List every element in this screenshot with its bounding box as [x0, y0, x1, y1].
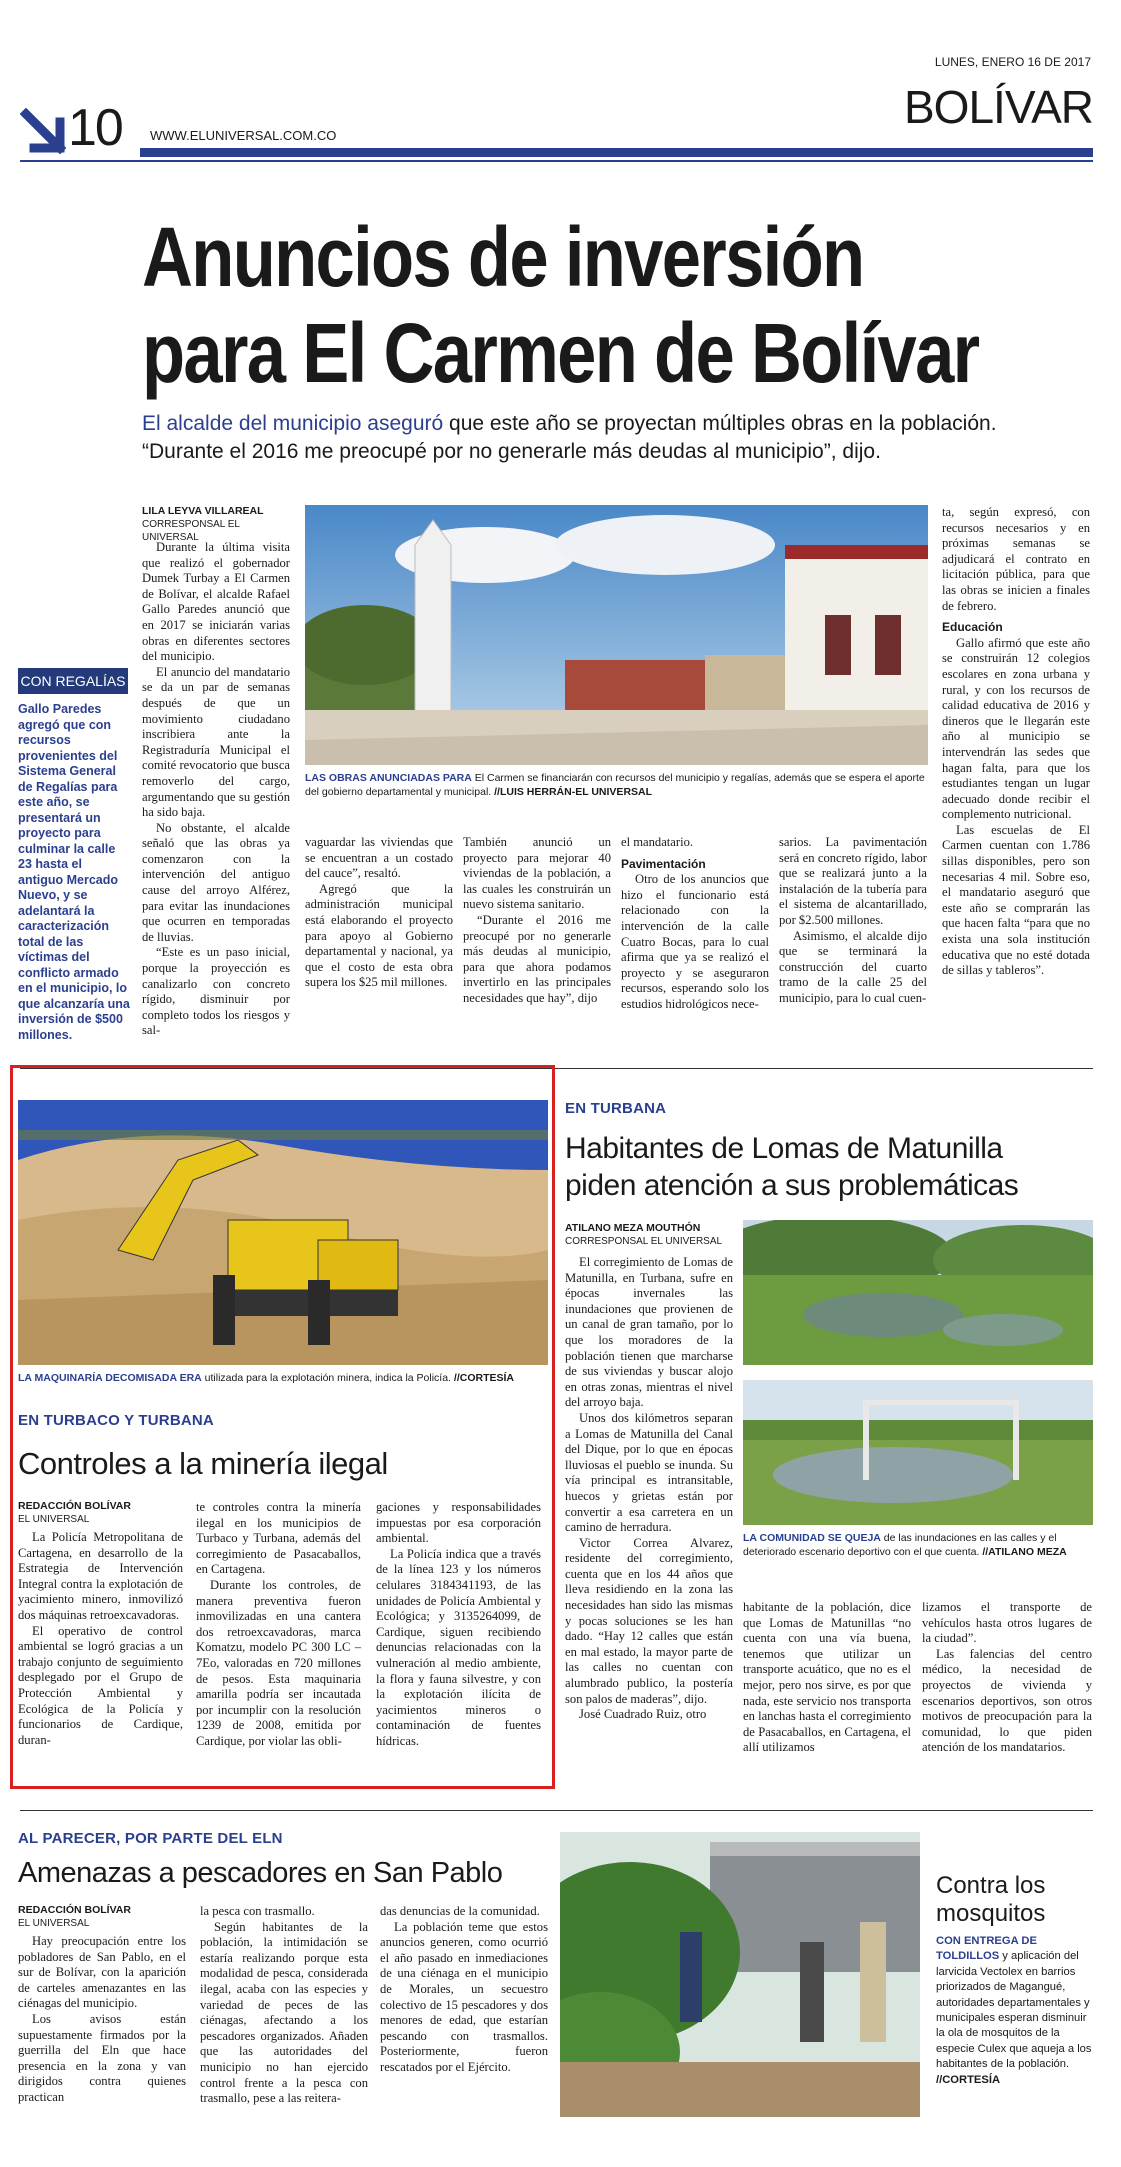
mosquitos-headline-line2: mosquitos [936, 1900, 1046, 1927]
mineria-col-1 [18, 1530, 183, 1748]
paragraph: Las escuelas de El Carmen cuentan con 1.786 sillas disponibles, pero son necesarias 4 mil. Sobre eso, el mandatario aseguró que este año se comprarán las que hacen falta “para que no exista una sola institución educativa que no esté dotada de sillas y tableros”. [942, 822, 1090, 978]
lomas-headline-line1: Habitantes de Lomas de Matunilla [565, 1132, 1003, 1165]
paragraph: sarios. La pavimentación será en concreto rígido, labor que se realizará junto a la instalación de la tubería para el sistema de alcantarillado, por $2.500 millones. [779, 835, 927, 927]
paragraph: Unos dos kilómetros separan a Lomas de Matunilla del Canal del Dique, por lo que en épocas lluviosas el pueblo se inunda. Su vía principal es intransitable, huecos y grietas están por convertir a esa carretera en un camino de herradura. [565, 1410, 733, 1535]
page-number: 10 [68, 99, 122, 157]
lomas-author-role: CORRESPONSAL EL UNIVERSAL [565, 1236, 723, 1247]
paragraph: “Este es un paso inicial, porque la proyección es canalizarlo con concreto rígido, disminuir por completo todos los riesgos y sal- [142, 945, 290, 1038]
sidebar-label: CON REGALÍAS [18, 668, 128, 694]
caption-lead-in: LA COMUNIDAD SE QUEJA [743, 1532, 881, 1544]
lead-col-3 [463, 835, 611, 1007]
deck-quote: “Durante el 2016 me preocupé por no generarle más deudas al municipio”, dijo. [142, 440, 881, 463]
paragraph: La Policía Metropolitana de Cartagena, en desarrollo de la Estrategia de Intervención Integral contra la explotación de yacimiento minero, inmovilizó dos máquinas retroexcavadoras. [18, 1530, 183, 1622]
pescadores-author: REDACCIÓN BOLÍVAR [18, 1904, 131, 1916]
paragraph: El anuncio del mandatario se da un par de semanas después de que un movimiento ciudadano inscribiera ante la Registraduría Municipal el comité revocatorio que busca removerlo del cargo, argumentando que su gestión ha sido baja. [142, 664, 290, 820]
mineria-author: REDACCIÓN BOLÍVAR [18, 1500, 131, 1512]
paragraph: “Durante el 2016 me preocupé por no generarle más deudas al municipio, para que ahora podamos invertirlo en las principales necesidades que hay”, dijo [463, 912, 611, 1005]
paragraph: lizamos el transporte de vehículos hasta otros lugares de la ciudad”. [922, 1600, 1092, 1646]
lomas-photo-1 [743, 1220, 1093, 1365]
paragraph: No obstante, el alcalde señaló que las obras ya comenzaron con la intervención del antiguo cause del arroyo Alférez, para evitar las inundaciones que ocurren en temporadas de lluvias. [142, 820, 290, 944]
pescadores-kicker: AL PARECER, POR PARTE DEL ELN [18, 1830, 283, 1847]
paragraph: Las falencias del centro médico, la necesidad de proyectos de vivienda y escenarios deportivos, son otros motivos de preocupación para la comunidad, lo que piden atención de los mandatarios. [922, 1646, 1092, 1755]
paragraph: la pesca con trasmallo. [200, 1904, 315, 1918]
lead-deck [142, 410, 1082, 466]
mineria-photo [18, 1100, 548, 1365]
paragraph: el mandatario. [621, 835, 694, 849]
mineria-byline [18, 1500, 188, 1526]
lead-byline [142, 505, 292, 544]
pescadores-byline [18, 1904, 188, 1930]
mosquitos-text [936, 1934, 1094, 2088]
paragraph: El corregimiento de Lomas de Matunilla, en Turbana, sufre en épocas invernales las inundaciones que provienen de un canal de gran tamaño, por lo que los moradores de la población tienen que marcharse de sus viviendas y buscar alojo en otras zonas, mientras el nivel del arroyo baja. [565, 1255, 733, 1410]
mosquitos-photo [560, 1832, 920, 2117]
lomas-col-3 [922, 1600, 1092, 1756]
lead-photo-caption [305, 772, 935, 799]
caption-body: de las inundaciones en las calles y el deteriorado escenario deportivo con el que cuenta. [743, 1532, 1057, 1558]
paragraph: Los avisos están supuestamente firmados por la guerrilla del Eln que hace presencia en la zona y van dirigidos contra quienes practican [18, 2011, 186, 2104]
lomas-kicker: EN TURBANA [565, 1100, 667, 1117]
paragraph: vaguardar las viviendas que se encuentran a un costado del cauce”, resaltó. [305, 835, 453, 881]
lead-photo [305, 505, 928, 765]
mineria-col-3 [376, 1500, 541, 1750]
mineria-kicker: EN TURBACO Y TURBANA [18, 1412, 214, 1429]
pescadores-col-2 [200, 1904, 368, 2107]
paragraph: te controles contra la minería ilegal en los municipios de Turbaco y Turbana, además del corregimiento de Pasacaballos, en Cartagena. [196, 1500, 361, 1577]
paragraph: Durante la última visita que realizó el gobernador Dumek Turbay a El Carmen de Bolívar, el alcalde Rafael Gallo Paredes anunció que en 2017 se iniciarán varias obras en diferentes sectores del municipio. [142, 540, 290, 664]
paragraph: Gallo afirmó que este año se construirán 12 colegios escolares en zona urbana y rural, y con los recursos de calidad educativa de 2016 y dineros que le llegarán este año al municipio se intervendrán las sedes que hagan falta, para que los estudiantes tengan un lugar adecuado donde recibir el complemento nutricional. [942, 635, 1090, 822]
section-title: BOLÍVAR [904, 81, 1093, 133]
mosquitos-credit: //CORTESÍA [936, 2073, 1001, 2086]
lomas-headline [565, 1130, 1018, 1204]
lead-col-1 [142, 540, 290, 1039]
header-rule-thin [20, 160, 1093, 162]
deck-highlight: El alcalde del municipio aseguró [142, 412, 444, 435]
paragraph: Agregó que la administración municipal está elaborando el proyecto para apoyo al Gobierno departamental y nacional, ya que el costo de esta obra supera los $25 mil millones. [305, 881, 453, 990]
issue-date: LUNES, ENERO 16 DE 2017 [934, 55, 1091, 69]
paragraph: ta, según expresó, con recursos necesarios y en próximas semanas se adjudicará el contrato en licitación pública, para que las obras se inicien a finales de febrero. [942, 505, 1090, 613]
paragraph: La población teme que estos anuncios generen, como ocurrió el año pasado en inmediaciones de una ciénaga en el municipio de Morales, un secuestro colectivo de 15 pescadores y dos menores de edad, que estarían pescando con trasmallos. Posteriormente, fueron rescatados por el Ejército. [380, 1919, 548, 2074]
mosquitos-body: y aplicación del larvicida Vectolex en barrios priorizados de Magangué, autoridades departamentales y municipales esperan disminuir la ola de mosquitos de la especie Culex que aqueja a los habitantes de la población. [936, 1950, 1092, 2071]
caption-body: El Carmen se financiarán con recursos del municipio y regalías, además que se espera el aporte del gobierno departamental y municipal. [305, 772, 925, 798]
lead-headline-line1: Anuncios de inversión [142, 210, 864, 304]
subheading-pavimentacion: Pavimentación [621, 856, 706, 871]
lead-col-5 [779, 835, 927, 1007]
paragraph: Hay preocupación entre los pobladores de San Pablo, en el sur de Bolívar, con la aparición de carteles amenazantes en las ciénagas del municipio. [18, 1934, 186, 2011]
caption-credit: //CORTESÍA [450, 1372, 514, 1384]
section-divider [20, 1810, 1093, 1811]
mineria-col-2 [196, 1500, 361, 1750]
lomas-byline [565, 1222, 735, 1248]
lead-col-4 [621, 835, 769, 1013]
mineria-photo-caption [18, 1372, 548, 1386]
pescadores-author-role: EL UNIVERSAL [18, 1918, 90, 1929]
pescadores-col-1 [18, 1934, 186, 2106]
lead-author-role: CORRESPONSAL EL UNIVERSAL [142, 519, 240, 543]
pescadores-col-3 [380, 1904, 548, 2076]
caption-lead-in: LA MAQUINARÍA DECOMISADA ERA [18, 1372, 202, 1384]
header-rule [140, 148, 1093, 157]
lomas-author: ATILANO MEZA MOUTHÓN [565, 1222, 701, 1234]
paragraph: habitante de la población, dice que Lomas de Matunillas “no cuenta con una vía buena, tenemos que utilizar un transporte acuático, que no es el mejor, pero nos sirve, es por que nada, este servicio nos transporta en lanchas hasta el corregimiento de Pasacaballos, en Cartagena, el allí utilizamos [743, 1600, 911, 1755]
paragraph: Victor Correa Alvarez, residente del corregimiento, cuenta que en los 44 años que lleva residiendo en la zona las necesidades han sido las mismas y pocas soluciones se les han dado. “Hay 12 calles que están en mal estado, la mayor parte de las calles no cuentan con alumbrado publico, la postería son palos de maderas”, dijo. [565, 1535, 733, 1706]
lead-col-6 [942, 505, 1090, 979]
mineria-headline: Controles a la minería ilegal [18, 1446, 388, 1481]
lomas-col-2 [743, 1600, 911, 1756]
paragraph: También anunció un proyecto para mejorar 40 viviendas de la población, a las cuales les construirán un nuevo sistema sanitario. [463, 835, 611, 912]
mosquitos-lead-in: CON ENTREGA DE TOLDILLOS [936, 1935, 1037, 1963]
caption-credit: //ATILANO MEZA [979, 1545, 1067, 1558]
lead-author: LILA LEYVA VILLAREAL [142, 505, 264, 517]
paragraph: Durante los controles, de manera preventiva fueron inmovilizadas en una cantera dos retroexcavadoras, marca Komatzu, modelo PC 300 LC – 7Eo, valoradas en 720 millones de pesos. Esta maquinaria amarilla podría ser incautada por incumplir con la resolución 1239 de 2008, emitida por Cardique, por violar las obli- [196, 1577, 361, 1748]
sidebar-text: Gallo Paredes agregó que con recursos provenientes del Sistema General de Regalías para este año, se presentará un proyecto para culminar la calle 23 hasta el antiguo Mercado Nuevo, y se adelantará la caracterización total de las víctimas del conflicto armado en el municipio, lo que alcanzaría una inversión de $500 millones. [18, 702, 130, 1042]
paragraph: gaciones y responsabilidades impuestas por esa corporación ambiental. [376, 1500, 541, 1546]
pescadores-headline: Amenazas a pescadores en San Pablo [18, 1857, 503, 1889]
lomas-headline-line2: piden atención a sus problemáticas [565, 1169, 1019, 1202]
paragraph: das denuncias de la comunidad. [380, 1904, 540, 1918]
mosquitos-headline [936, 1872, 1096, 1928]
paragraph: Otro de los anuncios que hizo el funcionario está relacionado con la intervención de la calle Cuatro Bocas, para lo cual afirma que ya se realizó el proyecto y se aseguraron recursos, esperando solo los estudios hidrológicos nece- [621, 872, 769, 1011]
mosquitos-headline-line1: Contra los [936, 1872, 1046, 1899]
page-number-arrow-icon [20, 108, 66, 154]
website: WWW.ELUNIVERSAL.COM.CO [150, 128, 337, 143]
paragraph: José Cuadrado Ruiz, otro [579, 1707, 707, 1722]
mineria-author-role: EL UNIVERSAL [18, 1514, 90, 1525]
caption-lead-in: LAS OBRAS ANUNCIADAS PARA [305, 772, 472, 784]
lomas-photo-caption [743, 1532, 1095, 1559]
lead-col-2 [305, 835, 453, 991]
paragraph: Según habitantes de la población, la intimidación se estaría realizando porque esta modalidad de pesca, considerada ilegal, acaba con las especies y variedad de peces de las ciénagas, afectando a los pescadores organizados. Añaden que las autoridades del municipio no han ejercido control frente a la pesca con trasmallo, pese a las reitera- [200, 1919, 368, 2106]
lomas-col-1 [565, 1255, 733, 1723]
paragraph: El operativo de control ambiental se logró gracias a un trabajo conjunto de seguimiento desplegado por el Grupo de Protección Ambiental y Ecológica de la Policía y funcionarios de Cardique, duran- [18, 1623, 183, 1747]
lomas-photo-2 [743, 1380, 1093, 1525]
deck-rest: que este año se proyectan múltiples obras en la población. [443, 412, 997, 435]
caption-body: utilizada para la explotación minera, indica la Policía. [201, 1372, 451, 1384]
subheading-educacion: Educación [942, 620, 1003, 635]
caption-credit: //LUIS HERRÁN-EL UNIVERSAL [491, 785, 653, 798]
paragraph: Asimismo, el alcalde dijo que se terminará la construcción del cuarto tramo de la calle 25 del municipio, para lo cual cuen- [779, 928, 927, 1005]
paragraph: La Policía indica que a través de la línea 123 y los números celulares 3184341193, de las unidades de Policía Ambiental y Ecológica; y 3135264099, de Cardique, siguen recibiendo denuncias relacionadas con la vulneración al medio ambiente, la flora y fauna silvestre, y con la explotación ilícita de yacimientos mineros o contaminación de fuentes hídricas. [376, 1546, 541, 1748]
lead-headline-line2: para El Carmen de Bolívar [142, 306, 979, 400]
